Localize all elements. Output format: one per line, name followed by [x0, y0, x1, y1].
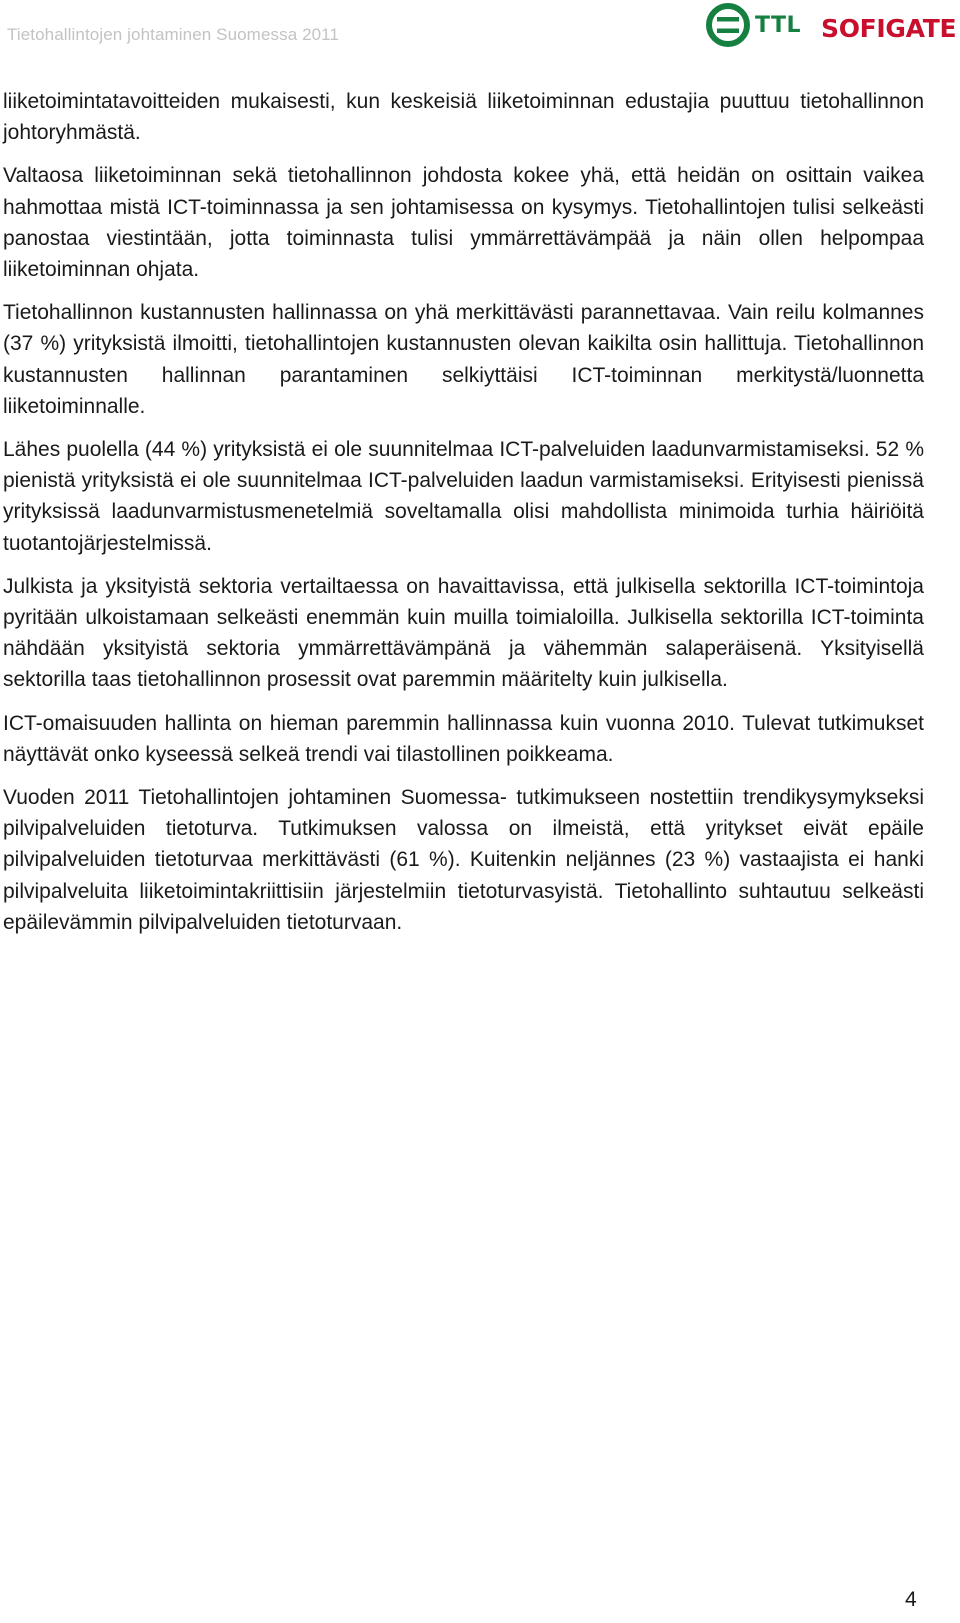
- paragraph: Vuoden 2011 Tietohallintojen johtaminen Suomessa- tutkimukseen nostettiin trendikysymykseksi pilvipalveluiden tietoturva. Tutkimuksen valossa on ilmeistä, että yritykset eivät epäile pilvipalveluiden tietoturvaa merkittävästi (61 %). Kuitenkin neljännes (23 %) vastaajista ei hanki pilvipalveluita liiketoimintakriittisiin järjestelmiin tietoturvasyistä. Tietohallinto suhtautuu selkeästi epäilevämmin pilvipalveluiden tietoturvaan.: [3, 786, 924, 934]
- paragraph: Julkista ja yksityistä sektoria vertailtaessa on havaittavissa, että julkisella sektorilla ICT-toimintoja pyritään ulkoistamaan selkeästi enemmän kuin muilla toimialoilla. Julkisella sektorilla ICT-toiminta nähdään yksityistä sektoria ymmärrettävämpänä ja vähemmän salaperäisenä. Yksityisellä sektorilla taas tietohallinnon prosessit ovat paremmin määritelty kuin julkisella.: [3, 574, 924, 692]
- sofigate-logo: SOFIGATE: [821, 14, 957, 43]
- body-text: [3, 86, 924, 950]
- paragraph: Tietohallinnon kustannusten hallinnassa on yhä merkittävästi parannettavaa. Vain reilu kolmannes (37 %) yrityksistä ilmoitti, tietohallintojen kustannusten olevan kaikilta osin hallittuja. Tietohallinnon kustannusten hallinnan parantaminen selkiyttäisi ICT-toiminnan merkitystä/luonnetta liiketoiminnalle.: [3, 301, 924, 418]
- ttl-logo-icon: [705, 2, 751, 48]
- ttl-logo: [705, 2, 801, 48]
- page-header: [0, 0, 960, 70]
- paragraph: Valtaosa liiketoiminnan sekä tietohallinnon johdosta kokee yhä, että heidän on osittain vaikea hahmottaa mistä ICT-toiminnassa ja sen johtamisessa on kysymys. Tietohallintojen tulisi selkeästi panostaa viestintään, jotta toiminnasta tulisi ymmärrettävämpää ja näin ollen helpompaa liiketoiminnan ohjata.: [3, 164, 924, 282]
- ttl-logo-text: TTL: [755, 12, 802, 38]
- page-number: 4: [905, 1588, 917, 1611]
- paragraph: Lähes puolella (44 %) yrityksistä ei ole suunnitelmaa ICT-palveluiden laadunvarmistamiseksi. 52 % pienistä yrityksistä ei ole suunnitelmaa ICT-palveluiden laadun varmistamiseksi. Erityisesti pienissä yrityksissä laadunvarmistusmenetelmiä soveltamalla olisi mahdollista minimoida turhia häiriöitä tuotantojärjestelmissä.: [3, 438, 924, 555]
- running-header-title: Tietohallintojen johtaminen Suomessa 2011: [7, 25, 340, 44]
- paragraph: liiketoimintatavoitteiden mukaisesti, kun keskeisiä liiketoiminnan edustajia puuttuu tietohallinnon johtoryhmästä.: [3, 90, 924, 145]
- paragraph: ICT-omaisuuden hallinta on hieman paremmin hallinnassa kuin vuonna 2010. Tulevat tutkimukset näyttävät onko kyseessä selkeä trendi vai tilastollinen poikkeama.: [3, 711, 924, 766]
